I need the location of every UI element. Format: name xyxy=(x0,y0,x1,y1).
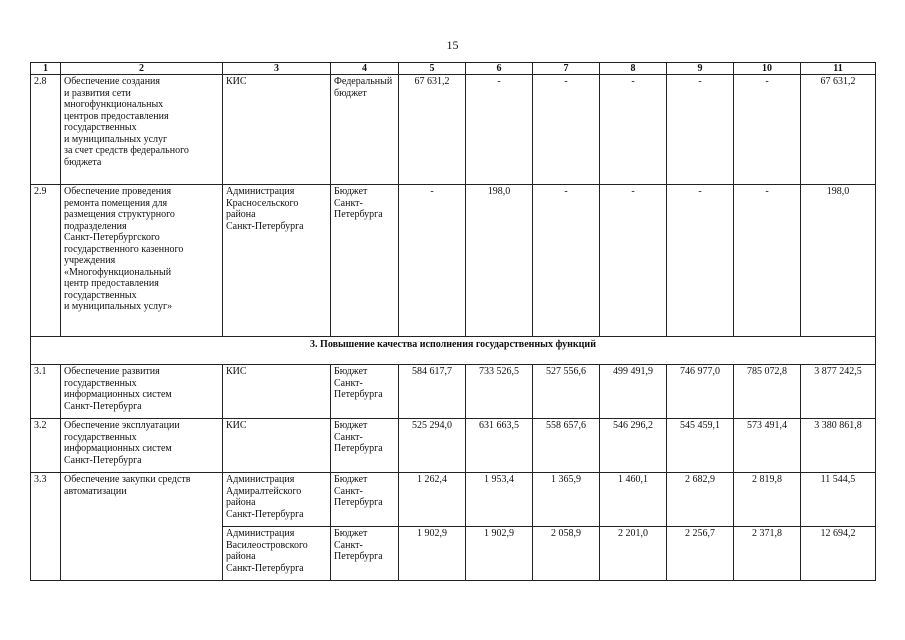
column-header-3: 3 xyxy=(223,63,331,75)
table-row xyxy=(31,473,876,527)
amount-cell: 527 556,6 xyxy=(533,365,600,419)
amount-cell: 1 902,9 xyxy=(466,527,533,581)
section-row xyxy=(31,337,876,365)
amount-cell: 584 617,7 xyxy=(399,365,466,419)
column-header-4: 4 xyxy=(331,63,399,75)
amount-cell: - xyxy=(533,185,600,337)
amount-cell: - xyxy=(667,185,734,337)
budget-table xyxy=(30,62,876,581)
amount-cell: 631 663,5 xyxy=(466,419,533,473)
column-header-1: 1 xyxy=(31,63,61,75)
row-number: 3.2 xyxy=(31,419,61,473)
executor: КИС xyxy=(223,365,331,419)
amount-cell: 2 058,9 xyxy=(533,527,600,581)
amount-cell: 2 682,9 xyxy=(667,473,734,527)
column-header-6: 6 xyxy=(466,63,533,75)
row-number: 2.9 xyxy=(31,185,61,337)
column-header-10: 10 xyxy=(734,63,801,75)
amount-cell: 546 296,2 xyxy=(600,419,667,473)
amount-cell: 67 631,2 xyxy=(801,75,876,185)
executor: Администрация Красносельского района Санкт-Петербурга xyxy=(223,185,331,337)
funding-source: Федеральный бюджет xyxy=(331,75,399,185)
amount-cell: 2 371,8 xyxy=(734,527,801,581)
measure-name: Обеспечение развития государственных информационных систем Санкт-Петербурга xyxy=(61,365,223,419)
amount-cell: 12 694,2 xyxy=(801,527,876,581)
table-row xyxy=(31,365,876,419)
amount-cell: 198,0 xyxy=(801,185,876,337)
executor: КИС xyxy=(223,75,331,185)
amount-cell: 2 256,7 xyxy=(667,527,734,581)
amount-cell: 499 491,9 xyxy=(600,365,667,419)
amount-cell: 198,0 xyxy=(466,185,533,337)
amount-cell: - xyxy=(734,75,801,185)
table-row xyxy=(31,75,876,185)
amount-cell: - xyxy=(533,75,600,185)
amount-cell: - xyxy=(600,75,667,185)
amount-cell: 558 657,6 xyxy=(533,419,600,473)
amount-cell: 3 877 242,5 xyxy=(801,365,876,419)
amount-cell: 733 526,5 xyxy=(466,365,533,419)
amount-cell: - xyxy=(667,75,734,185)
column-header-7: 7 xyxy=(533,63,600,75)
amount-cell: 2 201,0 xyxy=(600,527,667,581)
column-header-8: 8 xyxy=(600,63,667,75)
amount-cell: 785 072,8 xyxy=(734,365,801,419)
section-title: 3. Повышение качества исполнения государственных функций xyxy=(31,337,876,365)
funding-source: Бюджет Санкт- Петербурга xyxy=(331,419,399,473)
measure-name: Обеспечение эксплуатации государственных информационных систем Санкт-Петербурга xyxy=(61,419,223,473)
amount-cell: 573 491,4 xyxy=(734,419,801,473)
amount-cell: 1 365,9 xyxy=(533,473,600,527)
amount-cell: 545 459,1 xyxy=(667,419,734,473)
funding-source: Бюджет Санкт- Петербурга xyxy=(331,473,399,527)
amount-cell: 1 953,4 xyxy=(466,473,533,527)
amount-cell: - xyxy=(734,185,801,337)
amount-cell: 1 902,9 xyxy=(399,527,466,581)
column-header-11: 11 xyxy=(801,63,876,75)
measure-name: Обеспечение закупки средств автоматизации xyxy=(61,473,223,581)
amount-cell: 2 819,8 xyxy=(734,473,801,527)
amount-cell: - xyxy=(399,185,466,337)
column-header-2: 2 xyxy=(61,63,223,75)
amount-cell: 67 631,2 xyxy=(399,75,466,185)
measure-name: Обеспечение создания и развития сети многофункциональных центров предоставления государственных и муниципальных услуг за счет средств федерального бюджета xyxy=(61,75,223,185)
executor: КИС xyxy=(223,419,331,473)
amount-cell: 11 544,5 xyxy=(801,473,876,527)
row-number: 2.8 xyxy=(31,75,61,185)
row-number: 3.1 xyxy=(31,365,61,419)
page-number: 15 xyxy=(446,38,459,52)
amount-cell: 1 460,1 xyxy=(600,473,667,527)
table-row xyxy=(31,185,876,337)
row-number: 3.3 xyxy=(31,473,61,581)
amount-cell: 525 294,0 xyxy=(399,419,466,473)
funding-source: Бюджет Санкт- Петербурга xyxy=(331,365,399,419)
column-header-5: 5 xyxy=(399,63,466,75)
executor: Администрация Адмиралтейского района Санкт-Петербурга xyxy=(223,473,331,527)
table-row xyxy=(31,419,876,473)
amount-cell: 1 262,4 xyxy=(399,473,466,527)
amount-cell: - xyxy=(600,185,667,337)
funding-source: Бюджет Санкт- Петербурга xyxy=(331,527,399,581)
funding-source: Бюджет Санкт- Петербурга xyxy=(331,185,399,337)
measure-name: Обеспечение проведения ремонта помещения для размещения структурного подразделения Санкт-Петербургского государственного казенного учреждения «Многофункциональный центр предоставления государственных и муниципальных услуг» xyxy=(61,185,223,337)
column-header-9: 9 xyxy=(667,63,734,75)
header-row xyxy=(31,63,876,75)
amount-cell: - xyxy=(466,75,533,185)
amount-cell: 3 380 861,8 xyxy=(801,419,876,473)
amount-cell: 746 977,0 xyxy=(667,365,734,419)
executor: Администрация Василеостровского района Санкт-Петербурга xyxy=(223,527,331,581)
